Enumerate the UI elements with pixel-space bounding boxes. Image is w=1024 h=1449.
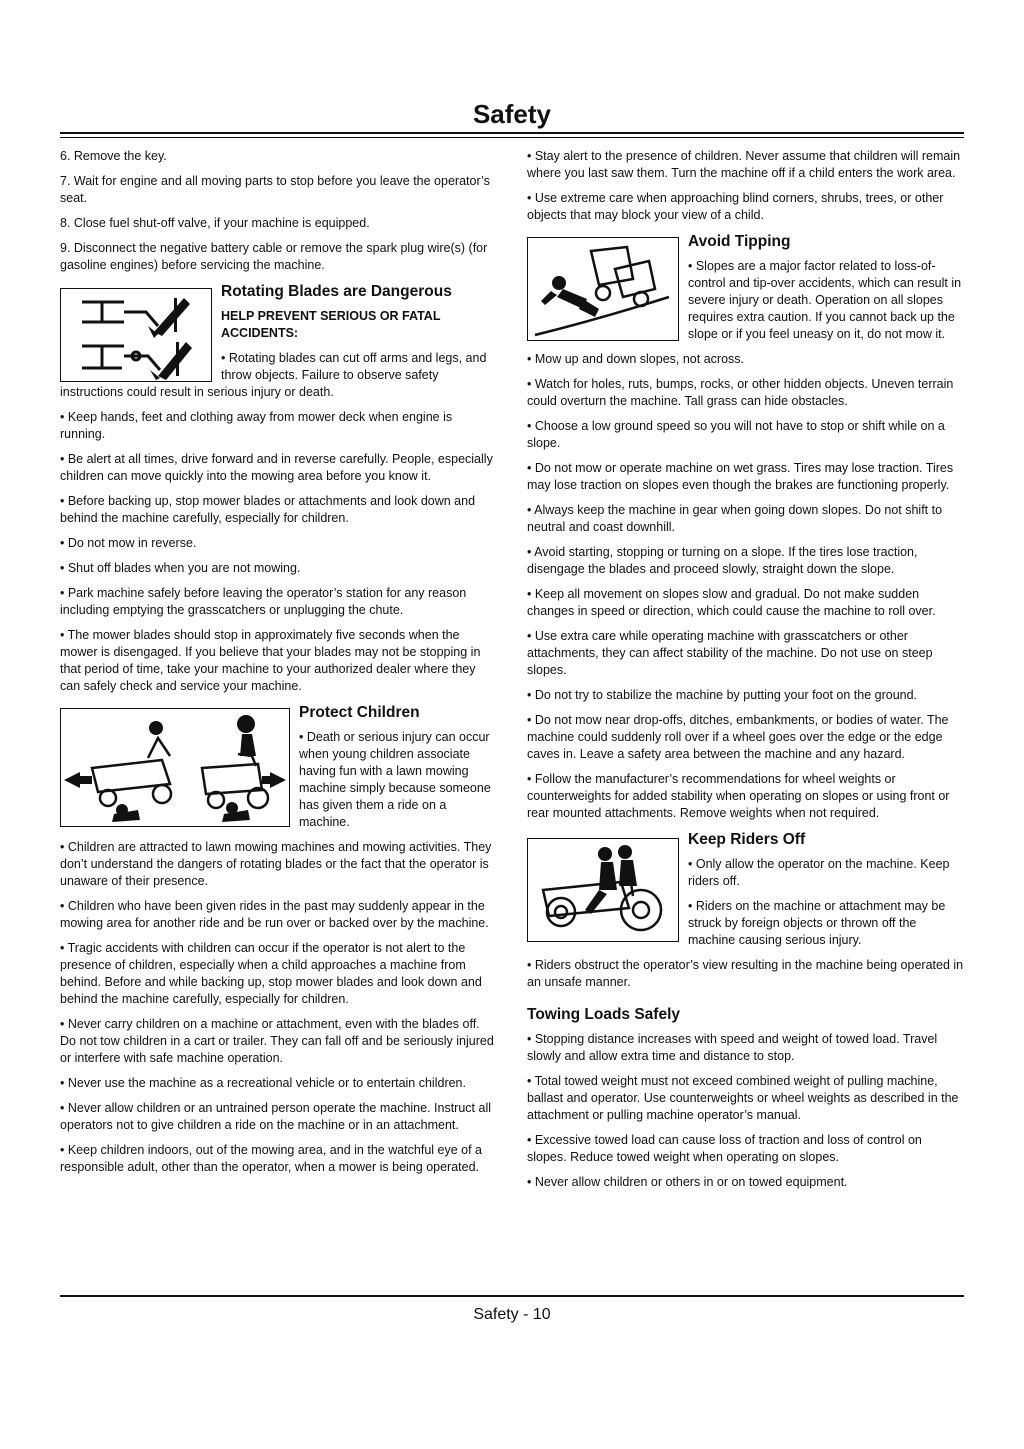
children-bullet: • Keep children indoors, out of the mowing area, and in the watchful eye of a responsible adult, other than the operator, when a mower is being operated.: [60, 1143, 482, 1174]
tipping-hazard-icon: [527, 237, 679, 341]
tipping-bullet: • Always keep the machine in gear when going down slopes. Do not shift to neutral and coast downhill.: [527, 503, 943, 534]
section-heading-towing-loads: Towing Loads Safely: [527, 1006, 681, 1023]
riders-bullet: • Riders obstruct the operator’s view resulting in the machine being operated in an unsafe manner.: [527, 958, 964, 989]
towing-bullet: • Excessive towed load can cause loss of traction and loss of control on slopes. Reduce towed weight when operating on slopes.: [527, 1133, 922, 1164]
no-riders-icon: [527, 838, 679, 942]
blades-bullet: • Before backing up, stop mower blades or attachments and look down and behind the machine carefully, especially for children.: [60, 494, 476, 525]
tipping-bullet: • Slopes are a major factor related to loss-of-control and tip-over accidents, which can result in severe injury or death. Operation on all slopes requires extra caution. If you cannot back up the slope or if you feel uneasy on it, do not mow it.: [688, 259, 962, 341]
tipping-bullet: • Choose a low ground speed so you will not have to stop or shift while on a slope.: [527, 419, 945, 450]
children-bullet: • Never use the machine as a recreational vehicle or to entertain children.: [60, 1076, 466, 1090]
tipping-bullet: • Do not try to stabilize the machine by putting your foot on the ground.: [527, 688, 918, 702]
rotating-blades-hazard-icon: [60, 288, 212, 382]
step-6: 6. Remove the key.: [60, 149, 167, 163]
tipping-bullet: • Do not mow or operate machine on wet grass. Tires may lose traction. Tires may lose traction on slopes even though the brakes are functioning properly.: [527, 461, 954, 492]
blades-bullet: • Do not mow in reverse.: [60, 536, 197, 550]
step-8: 8. Close fuel shut-off valve, if your machine is equipped.: [60, 216, 370, 230]
right-column: [527, 148, 964, 1199]
header-rule: [60, 132, 964, 134]
children-near-mower-icon: [60, 708, 290, 827]
page-footer: Safety - 10: [473, 1306, 551, 1323]
intro-bullet: • Stay alert to the presence of children. Never assume that children will remain where you last saw them. Turn the machine off if a child enters the work area.: [527, 149, 961, 180]
children-bullet: • Never allow children or an untrained person operate the machine. Instruct all operators not to give children a ride on the machine or in an attachment.: [60, 1101, 491, 1132]
tipping-bullet: • Keep all movement on slopes slow and gradual. Do not make sudden changes in speed or direction, which could cause the machine to roll over.: [527, 587, 936, 618]
children-bullet: • Never carry children on a machine or attachment, even with the blades off. Do not tow children in a cart or trailer. They can fall off and be seriously injured or interfere with safe machine operation.: [60, 1017, 494, 1065]
tipping-bullet: • Do not mow near drop-offs, ditches, embankments, or bodies of water. The machine could suddenly roll over if a wheel goes over the edge or the edge caves in. Leave a safety area between the machine and any hazard.: [527, 713, 949, 761]
blades-bullet: • Shut off blades when you are not mowing.: [60, 561, 301, 575]
tipping-bullet: • Avoid starting, stopping or turning on a slope. If the tires lose traction, disengage the blades and proceed slowly, straight down the slope.: [527, 545, 918, 576]
children-bullet: • Children who have been given rides in the past may suddenly appear in the mowing area for another ride and be run over or backed over by the machine.: [60, 899, 489, 930]
towing-bullet: • Never allow children or others in or on towed equipment.: [527, 1175, 848, 1189]
section-heading-protect-children: Protect Children: [299, 704, 420, 721]
tipping-bullet: • Use extra care while operating machine with grasscatchers or other attachments, they can affect stability of the machine. Do not use on steep slopes.: [527, 629, 933, 677]
section-heading-avoid-tipping: Avoid Tipping: [688, 233, 791, 250]
blades-bullet: • The mower blades should stop in approximately five seconds when the mower is disengaged. If you believe that your blades may not be stopping in that period of time, take your machine to your authorized dealer where they can safely check and service your machine.: [60, 628, 481, 693]
blades-bullet: • Rotating blades can cut off arms and legs, and throw objects. Failure to observe safety instructions could result in serious injury or death.: [60, 351, 487, 399]
intro-bullet: • Use extreme care when approaching blind corners, shrubs, trees, or other objects that may block your view of a child.: [527, 191, 944, 222]
children-bullet: • Death or serious injury can occur when young children associate having fun with a lawn mowing machine simply because someone has given them a ride on a machine.: [299, 730, 491, 829]
children-bullet: • Children are attracted to lawn mowing machines and mowing activities. They don’t understand the dangers of rotating blades or the fact that the operator is unaware of their presence.: [60, 840, 492, 888]
towing-bullet: • Stopping distance increases with speed and weight of towed load. Travel slowly and allow extra time and distance to stop.: [527, 1032, 938, 1063]
blades-subheading: HELP PREVENT SERIOUS OR FATAL ACCIDENTS:: [221, 309, 441, 340]
page-title: Safety: [472, 99, 552, 129]
tipping-bullet: • Mow up and down slopes, not across.: [527, 352, 744, 366]
tipping-bullet: • Follow the manufacturer’s recommendations for wheel weights or counterweights for added stability when operating on slopes or using front or rear mounted attachments. Remove weights when not required.: [527, 772, 950, 820]
blades-bullet: • Be alert at all times, drive forward and in reverse carefully. People, especially children can move quickly into the mowing area before you know it.: [60, 452, 493, 483]
step-9: 9. Disconnect the negative battery cable or remove the spark plug wire(s) (for gasoline engines) before servicing the machine.: [60, 241, 488, 272]
header-rule-thin: [60, 137, 964, 138]
tipping-bullet: • Watch for holes, ruts, bumps, rocks, or other hidden objects. Uneven terrain could overturn the machine. Tall grass can hide obstacles.: [527, 377, 954, 408]
blades-bullet: • Keep hands, feet and clothing away from mower deck when engine is running.: [60, 410, 453, 441]
towing-bullet: • Total towed weight must not exceed combined weight of pulling machine, ballast and operator. Use counterweights or wheel weights as described in the attachment or pulling machine operator’s manual.: [527, 1074, 959, 1122]
riders-bullet: • Riders on the machine or attachment may be struck by foreign objects or thrown off the machine causing serious injury.: [688, 899, 946, 947]
step-7: 7. Wait for engine and all moving parts to stop before you leave the operator’s seat.: [60, 174, 490, 205]
children-bullet: • Tragic accidents with children can occur if the operator is not alert to the presence of children, especially when a child approaches a machine from behind. Before and while backing up, stop mower blades and look down and behind the machine carefully, especially for children.: [60, 941, 482, 1006]
footer-rule: [60, 1295, 964, 1297]
blades-bullet: • Park machine safely before leaving the operator’s station for any reason including emptying the grasscatchers or unplugging the chute.: [60, 586, 467, 617]
section-heading-keep-riders-off: Keep Riders Off: [688, 831, 806, 848]
left-column: [60, 148, 498, 1184]
section-heading-rotating-blades: Rotating Blades are Dangerous: [221, 283, 452, 300]
riders-bullet: • Only allow the operator on the machine. Keep riders off.: [688, 857, 950, 888]
